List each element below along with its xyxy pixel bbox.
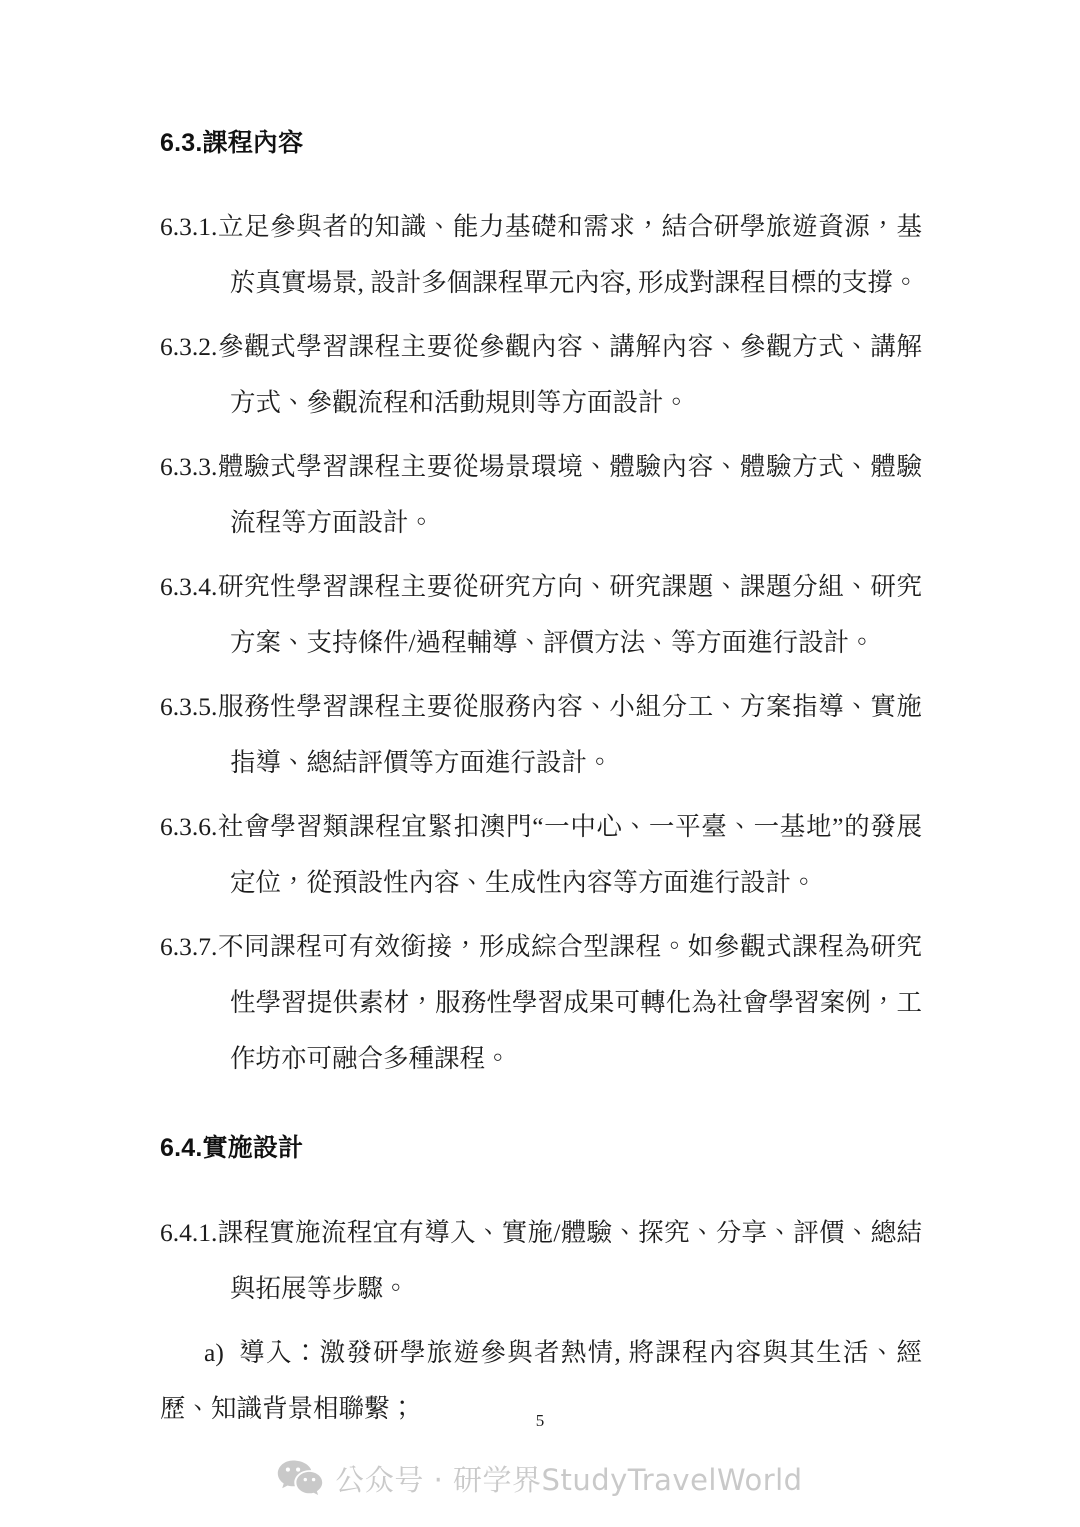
clause-text: 社會學習類課程宜緊扣澳門“一中心、一平臺、一基地”的發展定位，從預設性內容、生成性內容等方面進行設計。 xyxy=(217,812,922,898)
section-heading-6-3: 6.3.課程內容 xyxy=(160,129,304,157)
clause-number: 6.3.7. xyxy=(160,932,218,962)
sub-item-marker: a) xyxy=(204,1337,224,1367)
clause-number: 6.3.4. xyxy=(160,572,218,602)
clause-number: 6.3.2. xyxy=(160,332,218,362)
clause-number: 6.3.1. xyxy=(160,212,218,242)
watermark xyxy=(0,1458,1080,1499)
clause-text: 課程實施流程宜有導入、實施/體驗、探究、分享、評價、總結與拓展等步驟。 xyxy=(217,1217,922,1303)
clause-number: 6.3.3. xyxy=(160,452,218,482)
clause-text: 體驗式學習課程主要從場景環境、體驗內容、體驗方式、體驗流程等方面設計。 xyxy=(217,452,922,538)
section-heading-6-4: 6.4.實施設計 xyxy=(160,1134,304,1163)
clause-text: 立足參與者的知識、能力基礎和需求，結合研學旅遊資源，基於真實場景, 設計多個課程單元內容, 形成對課程目標的支撐。 xyxy=(217,212,922,298)
page-content xyxy=(160,128,922,1437)
clause-6-4-1 xyxy=(160,1205,922,1317)
wechat-icon xyxy=(277,1459,323,1499)
clause-number: 6.3.5. xyxy=(160,692,218,722)
clause-6-3-7 xyxy=(160,919,922,1087)
watermark-text: 公众号 · 研学界StudyTravelWorld xyxy=(335,1463,803,1497)
clause-6-3-1 xyxy=(160,199,922,311)
clause-text: 不同課程可有效銜接，形成綜合型課程。如參觀式課程為研究性學習提供素材，服務性學習成果可轉化為社會學習案例，工作坊亦可融合多種課程。 xyxy=(217,932,922,1074)
clause-text: 研究性學習課程主要從研究方向、研究課題、課題分組、研究方案、支持條件/過程輔導、評價方法、等方面進行設計。 xyxy=(217,572,922,658)
clause-text: 參觀式學習課程主要從參觀內容、講解內容、參觀方式、講解方式、參觀流程和活動規則等方面設計。 xyxy=(217,332,922,418)
clause-number: 6.4.1. xyxy=(160,1217,218,1247)
clause-6-3-5 xyxy=(160,679,922,791)
clause-6-3-3 xyxy=(160,439,922,551)
sub-item-text: 導入：激發研學旅遊參與者熱情, 將課程內容與其生活、經歷、知識背景相聯繫； xyxy=(160,1337,922,1423)
clause-6-3-2 xyxy=(160,319,922,431)
clause-6-3-6 xyxy=(160,799,922,911)
clause-6-3-4 xyxy=(160,559,922,671)
clause-text: 服務性學習課程主要從服務內容、小組分工、方案指導、實施指導、總結評價等方面進行設計。 xyxy=(217,692,922,778)
clause-number: 6.3.6. xyxy=(160,812,218,842)
page-number: 5 xyxy=(535,1411,545,1430)
